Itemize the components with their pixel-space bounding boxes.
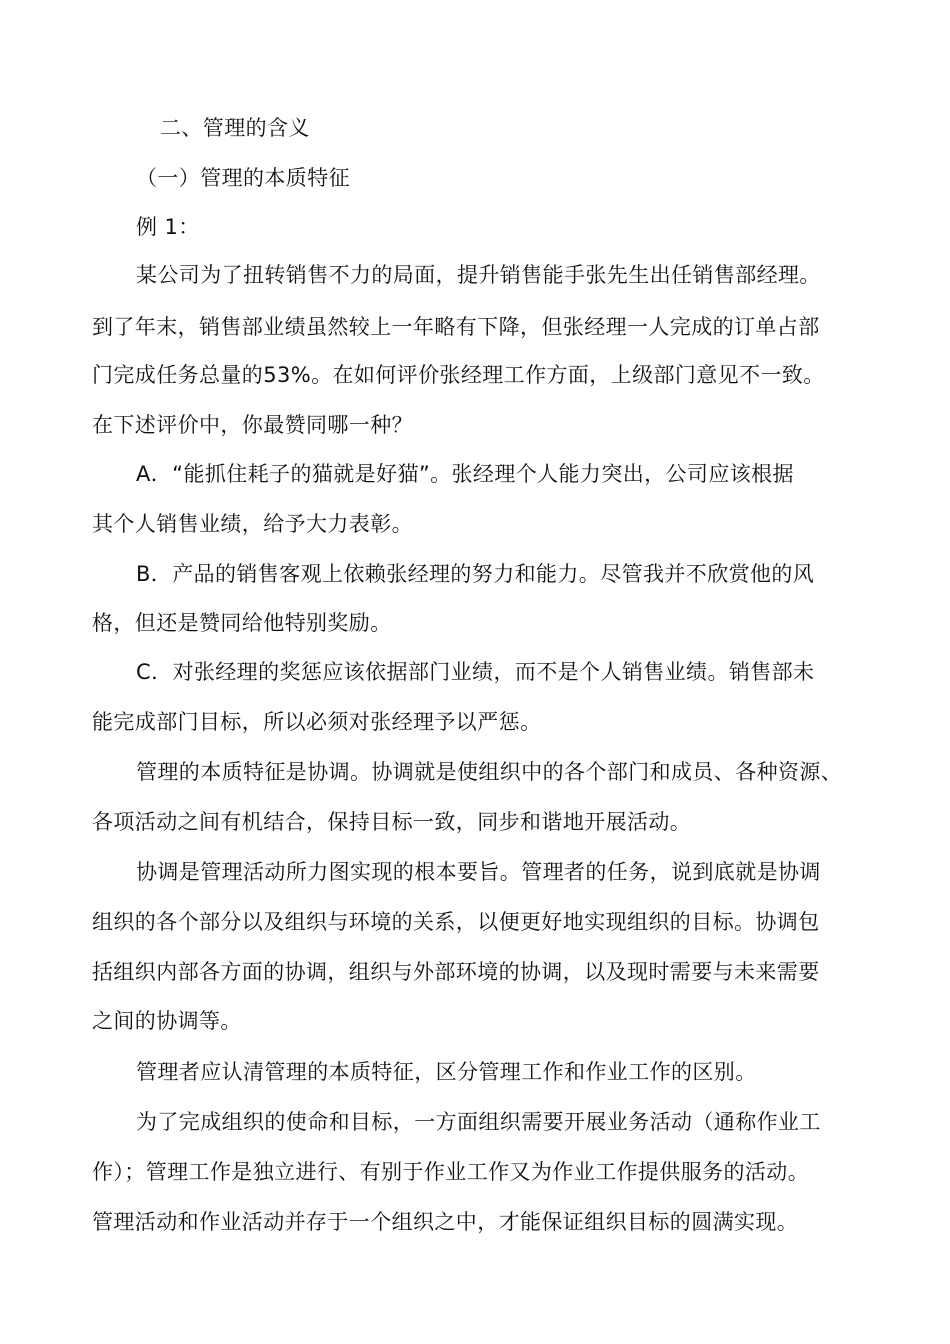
example-label: 例 1： (136, 215, 200, 239)
paragraph-line: 到了年末，销售部业绩虽然较上一年略有下降，但张经理一人完成的订单占部 (92, 315, 820, 339)
paragraph-line: 管理者应认清管理的本质特征，区分管理工作和作业工作的区别。 (136, 1060, 757, 1084)
paragraph-line: 之间的协调等。 (92, 1009, 242, 1033)
paragraph-line: 在下述评价中，你最赞同哪一种？ (92, 413, 413, 437)
paragraph-line: 其个人销售业绩，给予大力表彰。 (92, 512, 413, 536)
paragraph-line: B．产品的销售客观上依赖张经理的努力和能力。尽管我并不欣赏他的风 (136, 562, 815, 586)
paragraph-line: A．“能抓住耗子的猫就是好猫”。张经理个人能力突出，公司应该根据 (136, 462, 794, 486)
paragraph-line: 能完成部门目标，所以必须对张经理予以严惩。 (92, 710, 542, 734)
paragraph-line: 括组织内部各方面的协调，组织与外部环境的协调，以及现时需要与未来需要 (92, 960, 820, 984)
paragraph-line: 协调是管理活动所力图实现的根本要旨。管理者的任务，说到底就是协调 (136, 860, 821, 884)
paragraph-line: 为了完成组织的使命和目标，一方面组织需要开展业务活动（通称作业工 (136, 1110, 821, 1134)
paragraph-line: 门完成任务总量的53%。在如何评价张经理工作方面，上级部门意见不一致。 (92, 363, 825, 387)
paragraph-line: 管理的本质特征是协调。协调就是使组织中的各个部门和成员、各种资源、 (136, 760, 843, 784)
paragraph-line: 某公司为了扭转销售不力的局面，提升销售能手张先生出任销售部经理。 (136, 263, 821, 287)
paragraph-line: C．对张经理的奖惩应该依据部门业绩，而不是个人销售业绩。销售部未 (136, 660, 815, 684)
paragraph-line: 格，但还是赞同给他特别奖励。 (92, 611, 392, 635)
paragraph-line: 组织的各个部分以及组织与环境的关系，以便更好地实现组织的目标。协调包 (92, 910, 820, 934)
paragraph-line: 各项活动之间有机结合，保持目标一致，同步和谐地开展活动。 (92, 810, 692, 834)
paragraph-line: 管理活动和作业活动并存于一个组织之中，才能保证组织目标的圆满实现。 (92, 1210, 799, 1234)
section-heading: 二、管理的含义 (160, 116, 310, 140)
subsection-heading: （一）管理的本质特征 (136, 166, 350, 190)
paragraph-line: 作）；管理工作是独立进行、有别于作业工作又为作业工作提供服务的活动。 (92, 1160, 810, 1184)
